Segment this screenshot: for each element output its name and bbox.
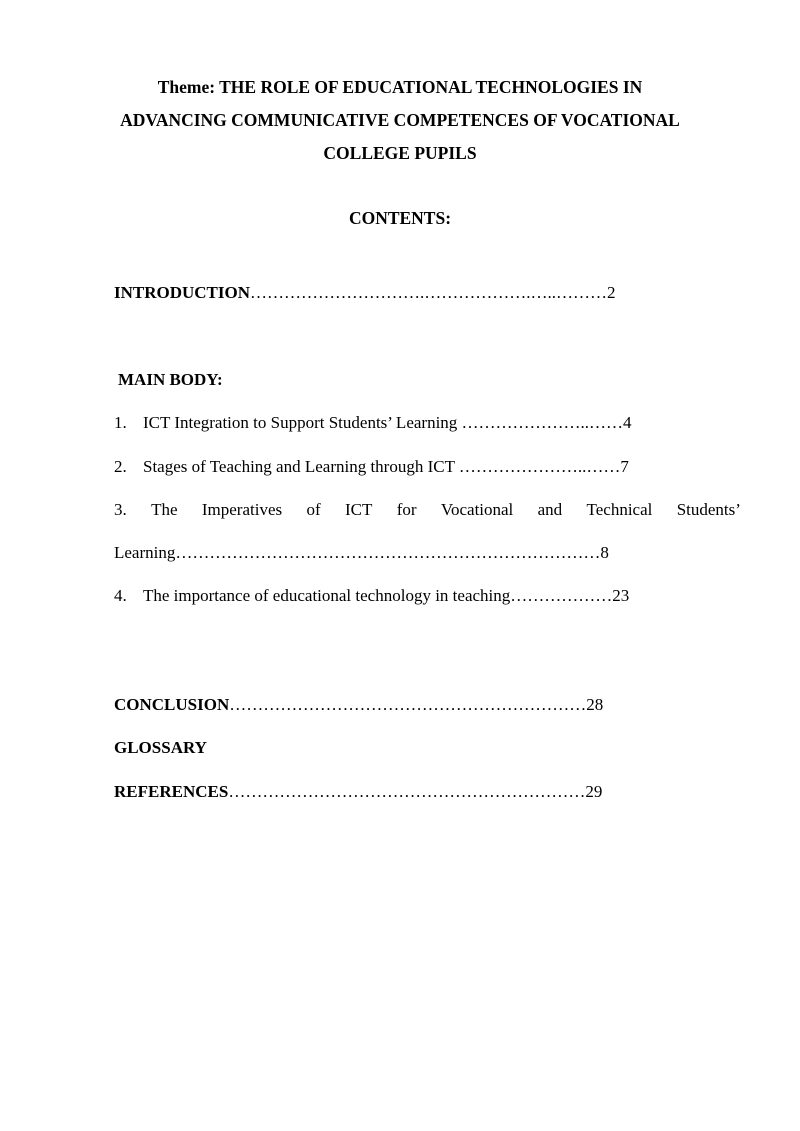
document-title-line-1: Theme: THE ROLE OF EDUCATIONAL TECHNOLOGIES IN: [157, 77, 643, 97]
toc-entry-label: Learning: [114, 543, 176, 562]
toc-entry-3[interactable]: [114, 500, 741, 520]
toc-entry-word: for: [396, 500, 417, 519]
toc-page-number: 2: [607, 283, 616, 302]
toc-entry-word: Imperatives: [201, 500, 283, 519]
toc-page-number: 8: [600, 543, 609, 562]
document-title-line-3: COLLEGE PUPILS: [323, 143, 477, 163]
toc-entry-references[interactable]: [114, 782, 602, 802]
toc-leader-dots: …………………..……: [457, 413, 624, 432]
toc-entry-2[interactable]: [114, 457, 629, 477]
toc-entry-number: 4.: [114, 586, 127, 605]
contents-heading: CONTENTS:: [348, 208, 452, 228]
toc-leader-dots: …………………………………………………………………: [175, 543, 601, 562]
document-title-line-2: ADVANCING COMMUNICATIVE COMPETENCES OF VOCATIONAL: [120, 110, 680, 130]
toc-entry-label: REFERENCES: [114, 782, 229, 801]
toc-leader-dots: ………………………….……………….…..………: [250, 283, 608, 302]
toc-entry-word: and: [537, 500, 563, 519]
toc-page-number: 29: [585, 782, 603, 801]
toc-entry-conclusion[interactable]: [114, 695, 603, 715]
main-body-heading: MAIN BODY:: [118, 370, 223, 389]
toc-page-number: 23: [612, 586, 630, 605]
toc-entry-label: Stages of Teaching and Learning through ICT: [143, 457, 455, 476]
toc-leader-dots: ………………………………………………………: [228, 782, 586, 801]
toc-page-number: 28: [586, 695, 604, 714]
toc-entry-3-continuation[interactable]: [114, 543, 609, 563]
toc-entry-4[interactable]: [114, 586, 629, 606]
toc-leader-dots: ………………: [510, 586, 613, 605]
toc-entry-number: 2.: [114, 457, 127, 476]
toc-entry-label: ICT Integration to Support Students’ Learning: [143, 413, 458, 432]
toc-entry-word: of: [306, 500, 321, 519]
toc-leader-dots: …………………..……: [454, 457, 621, 476]
toc-entry-word: ICT: [344, 500, 373, 519]
toc-page-number: 4: [623, 413, 632, 432]
toc-entry-1[interactable]: [114, 413, 632, 433]
toc-entry-number: 1.: [114, 413, 127, 432]
toc-entry-glossary[interactable]: GLOSSARY: [114, 738, 207, 757]
toc-leader-dots: ………………………………………………………: [229, 695, 587, 714]
toc-entry-word: Students’: [676, 500, 741, 519]
toc-entry-label: The importance of educational technology in teaching: [143, 586, 511, 605]
toc-entry-label: INTRODUCTION: [114, 283, 251, 302]
toc-entry-word: Vocational: [440, 500, 514, 519]
toc-entry-number: 3.: [114, 500, 127, 519]
toc-entry-word: The: [151, 500, 178, 519]
toc-page-number: 7: [620, 457, 629, 476]
toc-entry-word: Technical: [586, 500, 653, 519]
toc-entry-introduction[interactable]: [114, 283, 616, 303]
toc-entry-label: CONCLUSION: [114, 695, 230, 714]
